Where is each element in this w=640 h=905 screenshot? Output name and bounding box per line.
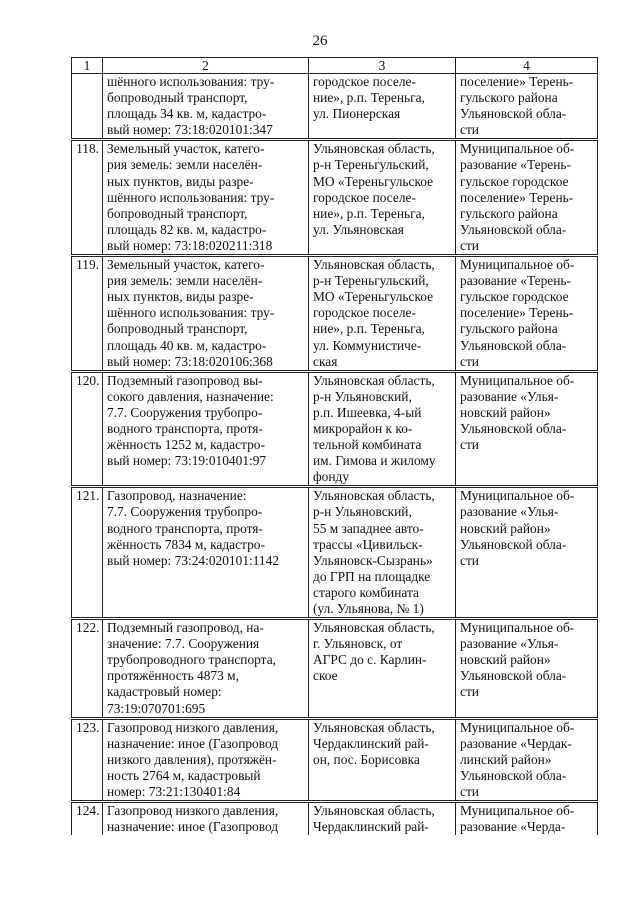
row-holder-text: Муниципальное об- разование «Терень- гульское городское поселение» Терень- гульского района Ульяновской обла- сти: [460, 257, 575, 369]
row-address-text: Ульяновская область, Чердаклинский рай-: [313, 803, 435, 835]
row-description: [103, 802, 309, 836]
row-holder: [456, 718, 598, 801]
page-number: 26: [312, 33, 328, 49]
row-description: [103, 619, 309, 719]
row-description-text: Подземный газопровод, на- значение: 7.7. Сооружения трубопроводного транспорта, протяжённость 4873 м, кадастровый номер: 73:19:070701:695: [107, 620, 276, 716]
row-number: [72, 487, 103, 619]
row-address: [309, 487, 456, 619]
row-address-text: Ульяновская область, Чердаклинский рай- он, пос. Борисовка: [313, 719, 435, 767]
row-holder-text: Муниципальное об- разование «Улья- новский район» Ульяновской обла- сти: [460, 372, 575, 453]
row-number: [72, 256, 103, 372]
row-holder-text: Муниципальное об- разование «Чердак- линский район» Ульяновской обла- сти: [460, 719, 575, 800]
row-description: [103, 371, 309, 487]
row-holder: [456, 487, 598, 619]
row-number-text: 124.: [76, 803, 100, 819]
row-number: [72, 802, 103, 836]
row-address: [309, 256, 456, 372]
row-address-text: Ульяновская область, г. Ульяновск, от АГРС до с. Карлин- ское: [313, 620, 435, 684]
row-holder: [456, 256, 598, 372]
table-row: [72, 74, 598, 140]
column-header: 1: [72, 58, 103, 74]
table-row: [72, 718, 598, 801]
table-row: [72, 802, 598, 836]
row-address: [309, 371, 456, 487]
row-holder-text: Муниципальное об- разование «Улья- новский район» Ульяновской обла- сти: [460, 488, 575, 568]
row-number-text: 122.: [76, 620, 100, 636]
table-row: [72, 140, 598, 256]
row-holder: [456, 802, 598, 836]
row-address-text: Ульяновская область, р-н Тереньгульский, МО «Тереньгульское городское поселе- ние», р.п. Тереньга, ул. Ульяновская: [313, 141, 435, 237]
row-description: [103, 487, 309, 619]
row-number: [72, 718, 103, 801]
row-holder: [456, 619, 598, 719]
column-header: 2: [103, 58, 309, 74]
row-number-text: 123.: [76, 719, 100, 735]
row-number: [72, 140, 103, 256]
row-description-text: шённого использования: тру- бопроводный транспорт, площадь 34 кв. м, кадастро- вый номер: 73:18:020101:347: [107, 74, 275, 138]
table-header-row: [72, 58, 598, 74]
table-row: [72, 256, 598, 372]
row-holder-text: Муниципальное об- разование «Улья- новский район» Ульяновской обла- сти: [460, 620, 575, 700]
row-address-text: Ульяновская область, р-н Ульяновский, р.п. Ишеевка, 4-ый микрорайон к ко- тельной комбината им. Гимова и жилому фонду: [313, 372, 436, 485]
row-address: [309, 140, 456, 256]
row-description: [103, 718, 309, 801]
row-number: [72, 619, 103, 719]
registry-table: [71, 57, 598, 835]
row-description-text: Подземный газопровод вы- сокого давления, назначение: 7.7. Сооружения трубопро- водного транспорта, протя- жённость 1252 м, кадастро- вый номер: 73:19:010401:97: [107, 372, 274, 469]
row-address: [309, 718, 456, 801]
row-description: [103, 256, 309, 372]
row-address: [309, 74, 456, 140]
row-number-text: 120.: [76, 372, 100, 388]
row-description-text: Земельный участок, катего- рия земель: земли населён- ных пунктов, виды разре- шённого использования: тру- бопроводный транспорт, площадь 40 кв. м, кадастро- вый номер: 73:18:020106:368: [107, 257, 275, 369]
row-description: [103, 74, 309, 140]
row-holder: [456, 74, 598, 140]
row-holder: [456, 371, 598, 487]
row-description-text: Газопровод низкого давления, назначение: иное (Газопровод: [107, 803, 279, 835]
row-holder-text: Муниципальное об- разование «Терень- гульское городское поселение» Терень- гульского района Ульяновской обла- сти: [460, 141, 575, 253]
row-address-text: Ульяновская область, р-н Ульяновский, 55 м западнее авто- трассы «Цивильск- Ульяновск-Сызрань» до ГРП на площадке старого комбината (ул. Ульянова, № 1): [313, 488, 435, 616]
table-row: [72, 487, 598, 619]
table-row: [72, 371, 598, 487]
row-address: [309, 802, 456, 836]
row-number-text: 118.: [76, 141, 99, 157]
row-number: [72, 371, 103, 487]
row-number-text: 121.: [76, 488, 100, 504]
row-description-text: Газопровод, назначение: 7.7. Сооружения трубопро- водного транспорта, протя- жённость 7834 м, кадастро- вый номер: 73:24:020101:1142: [107, 488, 280, 568]
row-address: [309, 619, 456, 719]
table-row: [72, 619, 598, 719]
row-description-text: Газопровод низкого давления, назначение: иное (Газопровод низкого давления), протяжён- ность 2764 м, кадастровый номер: 73:21:130401:84: [107, 719, 279, 800]
row-number-text: 119.: [76, 257, 99, 273]
column-header: 4: [456, 58, 598, 74]
column-header: 3: [309, 58, 456, 74]
row-holder-text: поселение» Терень- гульского района Ульяновской обла- сти: [460, 74, 574, 138]
table-body: [72, 58, 598, 836]
row-holder: [456, 140, 598, 256]
row-description-text: Земельный участок, катего- рия земель: земли населён- ных пунктов, виды разре- шённого использования: тру- бопроводный транспорт, площадь 82 кв. м, кадастро- вый номер: 73:18:020211:318: [107, 141, 275, 253]
row-number: [72, 74, 103, 140]
row-address-text: городское поселе- ние», р.п. Тереньга, ул. Пионерская: [313, 74, 425, 122]
row-address-text: Ульяновская область, р-н Тереньгульский, МО «Тереньгульское городское поселе- ние», р.п. Тереньга, ул. Коммунистиче- ская: [313, 257, 435, 369]
row-description: [103, 140, 309, 256]
row-holder-text: Муниципальное об- разование «Черда-: [460, 803, 575, 835]
